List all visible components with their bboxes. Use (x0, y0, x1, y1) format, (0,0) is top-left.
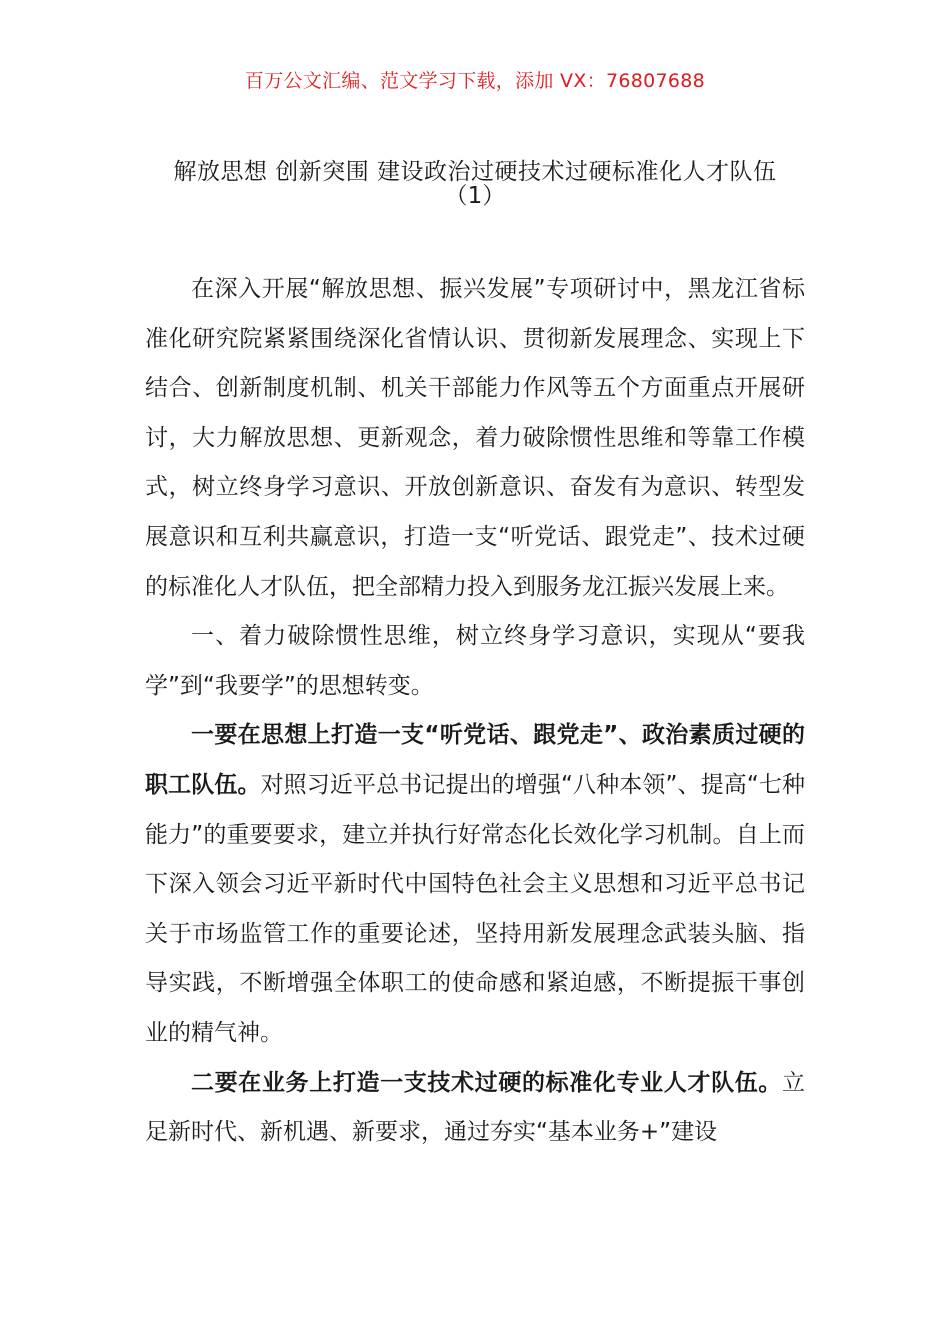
point-one-text: 对照习近平总书记提出的增强“八种本领”、提高“七种能力”的重要要求，建立并执行好常态化长效化学习机制。自上而下深入领会习近平新时代中国特色社会主义思想和习近平总书记关于市场监管工作的重要论述，坚持用新发展理念武装头脑、指导实践，不断增强全体职工的使命感和紧迫感，不断提振干事创业的精气神。 (145, 771, 805, 1046)
document-title: 解放思想 创新突围 建设政治过硬技术过硬标准化人才队伍 (173, 159, 777, 185)
document-subtitle: （1） (444, 183, 506, 209)
paragraph-intro: 在深入开展“解放思想、振兴发展”专项研讨中，黑龙江省标准化研究院紧紧围绕深化省情认识、贯彻新发展理念、实现上下结合、创新制度机制、机关干部能力作风等五个方面重点开展研讨，大力解放思想、更新观念，着力破除惯性思维和等靠工作模式，树立终身学习意识、开放创新意识、奋发有为意识、转型发展意识和互利共赢意识，打造一支“听党话、跟党走”、技术过硬的标准化人才队伍，把全部精力投入到服务龙江振兴发展上来。 (145, 276, 805, 600)
point-two-text: 立足新时代、新机遇、新要求，通过夯实“基本业务+”建设 (145, 1069, 805, 1146)
paragraph-point-two (145, 1059, 805, 1158)
paragraph-point-one (145, 711, 805, 1058)
point-one-lead: 一要在思想上打造一支“听党话、跟党走”、政治素质过硬的职工队伍。 (145, 722, 805, 798)
document-body (145, 265, 805, 1158)
header-banner: 百万公文汇编、范文学习下载，添加 VX：76807688 (244, 70, 706, 92)
point-two-lead: 二要在业务上打造一支技术过硬的标准化专业人才队伍。 (191, 1069, 782, 1096)
paragraph-section-one-heading: 一、着力破除惯性思维，树立终身学习意识，实现从“要我学”到“我要学”的思想转变。 (145, 623, 805, 699)
